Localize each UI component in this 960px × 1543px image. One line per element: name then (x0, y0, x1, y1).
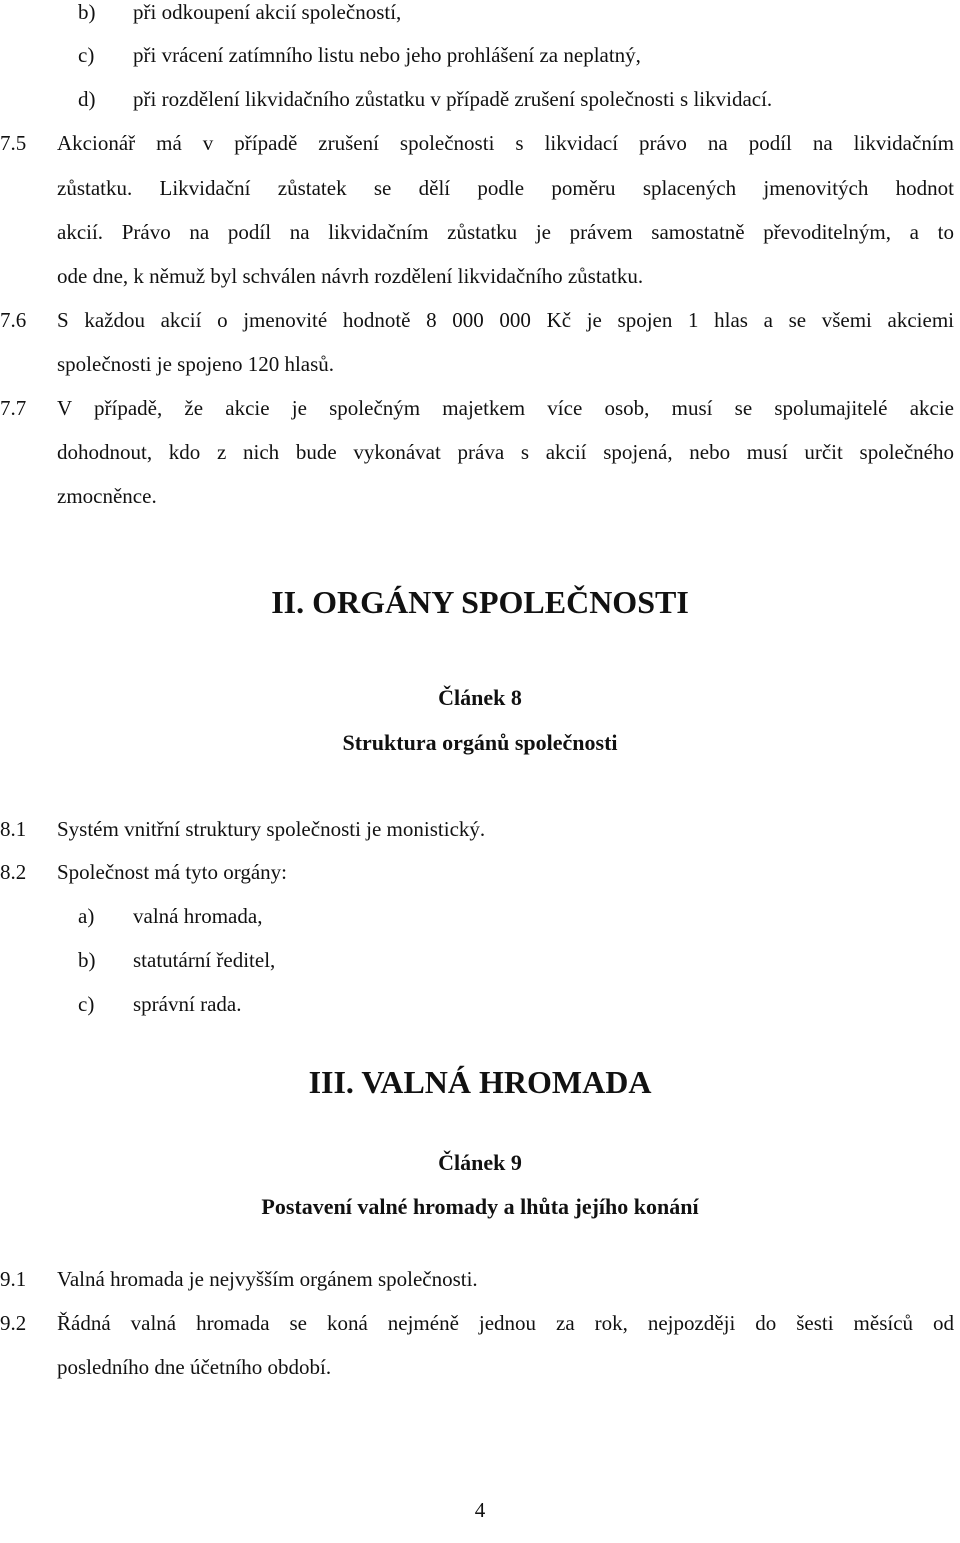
section-number: 9.2 (0, 1311, 27, 1335)
list-label: d) (78, 87, 96, 111)
paragraph-line: V případě, že akcie je společným majetkem více osob, musí se spolumajitelé akcie (57, 396, 954, 420)
page-number: 4 (474, 1498, 486, 1522)
paragraph-line: Systém vnitřní struktury společnosti je monistický. (57, 817, 486, 841)
list-item-text: správní rada. (133, 992, 242, 1016)
article-number: Článek 8 (438, 685, 522, 710)
paragraph-line: S každou akcií o jmenovité hodnotě 8 000 000 Kč je spojen 1 hlas a se všemi akciemi (57, 308, 954, 332)
list-label: c) (78, 43, 95, 67)
paragraph-line: společnosti je spojeno 120 hlasů. (57, 352, 335, 376)
article-number: Článek 9 (438, 1150, 522, 1175)
section-number: 7.7 (0, 396, 27, 420)
list-item-text: při vrácení zatímního listu nebo jeho prohlášení za neplatný, (133, 43, 641, 67)
paragraph-line: Valná hromada je nejvyšším orgánem společnosti. (57, 1267, 478, 1291)
list-label: b) (78, 0, 96, 24)
section-number: 8.1 (0, 817, 27, 841)
section-number: 9.1 (0, 1267, 27, 1291)
part-title: III. VALNÁ HROMADA (308, 1064, 652, 1100)
paragraph-line: dohodnout, kdo z nich bude vykonávat práva s akcií spojená, nebo musí určit společného (57, 440, 954, 464)
list-label: a) (78, 904, 95, 928)
article-title: Postavení valné hromady a lhůta jejího konání (261, 1194, 699, 1219)
paragraph-line: Řádná valná hromada se koná nejméně jednou za rok, nejpozději do šesti měsíců od (57, 1311, 954, 1335)
list-label: c) (78, 992, 95, 1016)
paragraph-line: zmocněnce. (57, 484, 157, 508)
article-title: Struktura orgánů společnosti (342, 730, 618, 755)
list-item-text: valná hromada, (133, 904, 263, 928)
list-item-text: při odkoupení akcií společností, (133, 0, 402, 24)
list-item-text: při rozdělení likvidačního zůstatku v případě zrušení společnosti s likvidací. (133, 87, 773, 111)
paragraph-line: ode dne, k němuž byl schválen návrh rozdělení likvidačního zůstatku. (57, 264, 644, 288)
section-number: 7.6 (0, 308, 27, 332)
paragraph-line: akcií. Právo na podíl na likvidačním zůstatku je právem samostatně převoditelným, a to (57, 220, 954, 244)
paragraph-line: Společnost má tyto orgány: (57, 860, 288, 884)
section-number: 7.5 (0, 131, 27, 155)
paragraph-line: posledního dne účetního období. (57, 1355, 332, 1379)
part-title: II. ORGÁNY SPOLEČNOSTI (271, 584, 689, 620)
list-label: b) (78, 948, 96, 972)
paragraph-line: zůstatku. Likvidační zůstatek se dělí podle poměru splacených jmenovitých hodnot (57, 176, 954, 200)
list-item-text: statutární ředitel, (133, 948, 276, 972)
paragraph-line: Akcionář má v případě zrušení společnosti s likvidací právo na podíl na likvidačním (57, 131, 954, 155)
section-number: 8.2 (0, 860, 27, 884)
